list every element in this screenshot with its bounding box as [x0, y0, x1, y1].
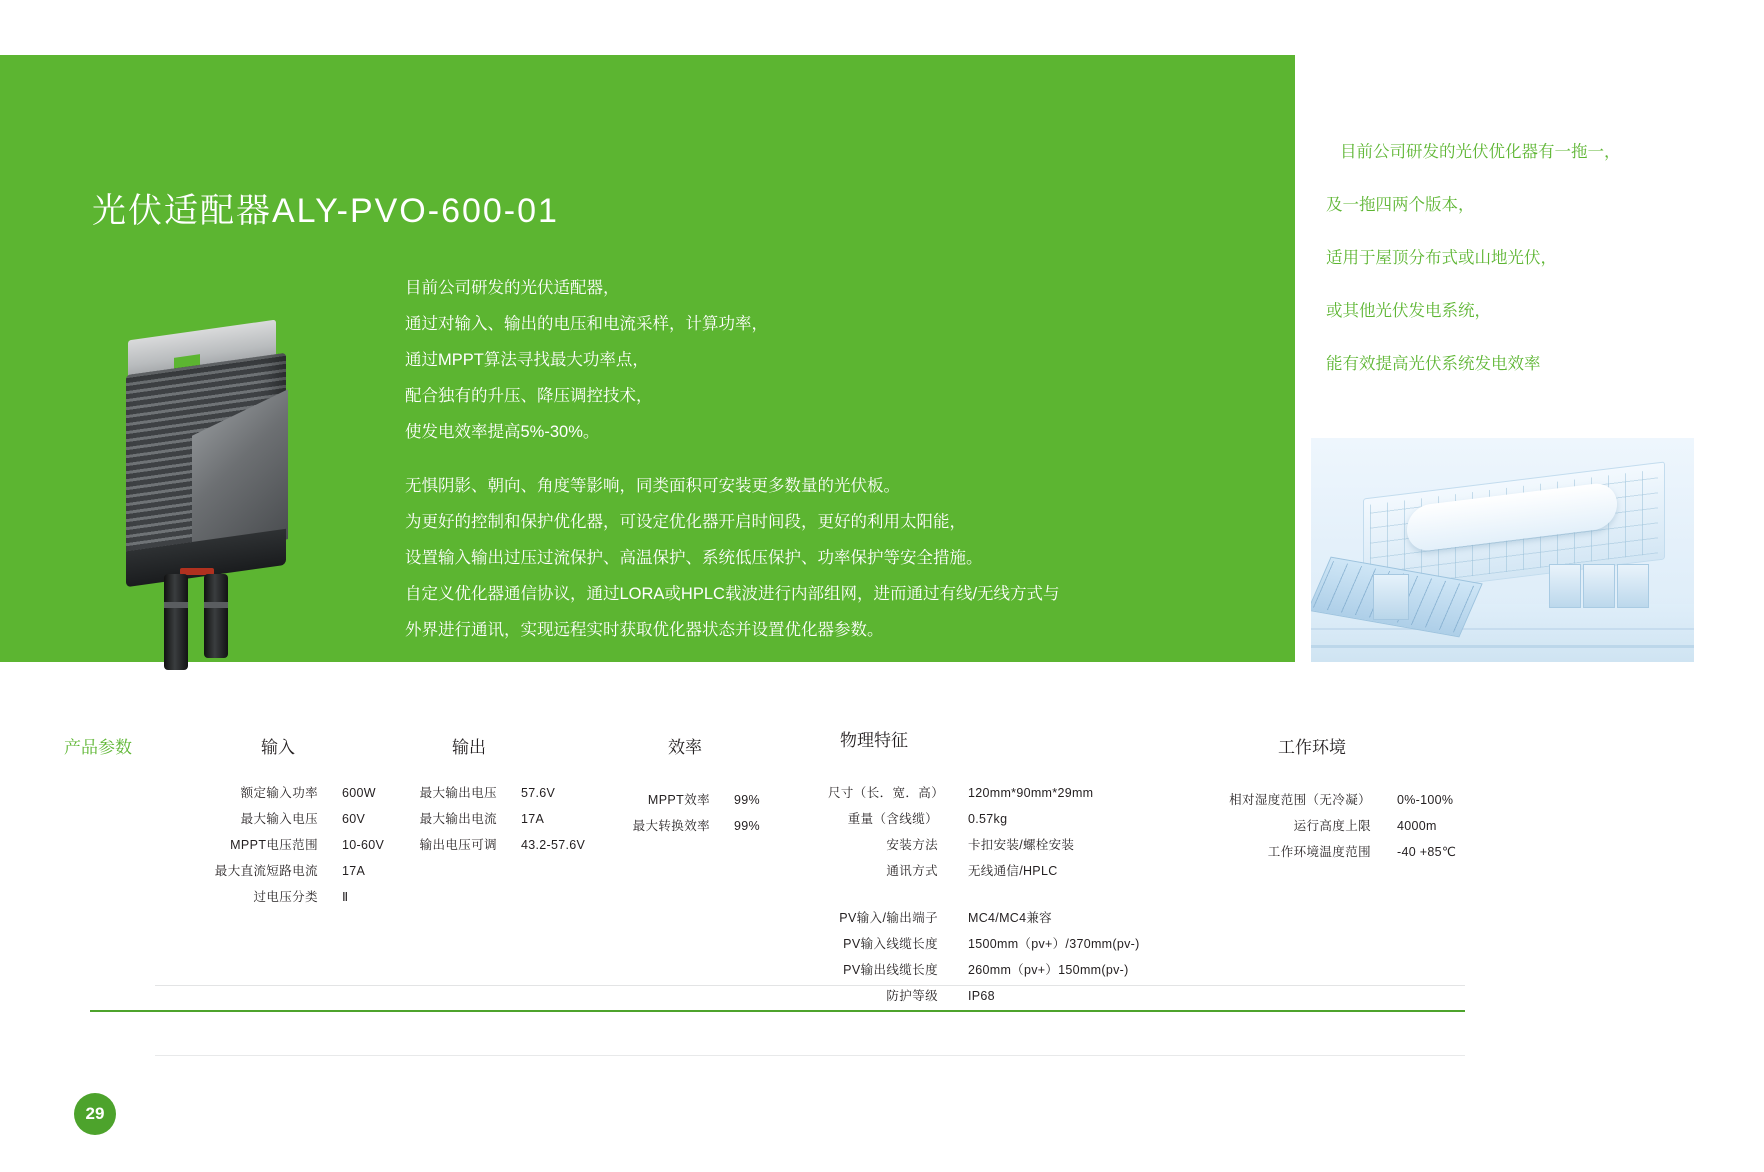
- right-line-1: 目前公司研发的光伏优化器有一拖一，: [1340, 143, 1621, 161]
- spec-value: 10-60V: [342, 838, 385, 852]
- spec-row: [828, 783, 1093, 801]
- spec-label: 过电压分类: [253, 890, 318, 904]
- spec-label: 最大输入电压: [240, 812, 318, 826]
- hero-description: [405, 270, 1205, 648]
- spec-value: 99%: [734, 793, 760, 807]
- spec-group-physical: [828, 783, 1093, 887]
- spec-row: [618, 816, 760, 834]
- spec-value: MC4/MC4兼容: [968, 911, 1052, 925]
- hero-line-4: 配合独有的升压、降压调控技术，: [405, 387, 653, 405]
- spec-label: 额定输入功率: [240, 786, 318, 800]
- spec-row: [188, 809, 384, 827]
- photo-unit-3: [1617, 564, 1649, 608]
- right-line-5: 能有效提高光伏系统发电效率: [1326, 355, 1541, 373]
- spec-group-input: [188, 783, 384, 913]
- spec-value: 120mm*90mm*29mm: [968, 786, 1094, 800]
- page-title: 光伏适配器ALY-PVO-600-01: [92, 192, 559, 230]
- spec-row: [405, 783, 585, 801]
- spec-label: 最大输出电压: [419, 786, 497, 800]
- spec-label: 工作环境温度范围: [1267, 845, 1371, 859]
- application-photo: [1311, 438, 1694, 662]
- spec-label: PV输入线缆长度: [843, 937, 938, 951]
- spec-label: PV输出线缆长度: [843, 963, 938, 977]
- spec-row: [1193, 816, 1456, 834]
- spec-value: 99%: [734, 819, 760, 833]
- spec-group-environment: [1193, 790, 1456, 868]
- spec-label: 输出电压可调: [419, 838, 497, 852]
- spec-value: 17A: [521, 812, 545, 826]
- hero-line-8: 设置输入输出过压过流保护、高温保护、系统低压保护、功率保护等安全措施。: [405, 549, 983, 567]
- spec-group-output: [405, 783, 585, 861]
- spec-value: 43.2-57.6V: [521, 838, 586, 852]
- spec-row: [618, 790, 760, 808]
- spec-heading-output: 输出: [452, 738, 486, 757]
- hero-line-2: 通过对输入、输出的电压和电流采样，计算功率，: [405, 315, 768, 333]
- spec-value: 600W: [342, 786, 376, 800]
- spec-row: [188, 861, 384, 879]
- hero-line-5: 使发电效率提高5%-30%。: [405, 423, 600, 441]
- spec-label: 尺寸（长．宽．高）: [828, 786, 945, 800]
- spec-label: 运行高度上限: [1293, 819, 1371, 833]
- spec-label: 重量（含线缆）: [847, 812, 938, 826]
- spec-row: [828, 835, 1093, 853]
- spec-value: 57.6V: [521, 786, 556, 800]
- spec-heading-physical: 物理特征: [840, 731, 908, 750]
- spec-group-efficiency: [618, 790, 760, 842]
- device-cable-left: [164, 574, 188, 670]
- page-number-badge: 29: [74, 1093, 116, 1135]
- photo-tower: [1373, 574, 1409, 620]
- spec-value: 4000m: [1397, 819, 1437, 833]
- spec-section-title: 产品参数: [64, 738, 132, 757]
- spec-row: [1193, 790, 1456, 808]
- spec-row: [188, 783, 384, 801]
- spec-value: IP68: [968, 989, 995, 1003]
- spec-label: MPPT效率: [647, 793, 710, 807]
- spec-label: MPPT电压范围: [230, 838, 318, 852]
- spec-value: 1500mm（pv+）/370mm(pv-): [968, 937, 1140, 951]
- spec-value: 260mm（pv+）150mm(pv-): [968, 963, 1129, 977]
- spec-row: [1193, 842, 1456, 860]
- spec-label: 最大输出电流: [419, 812, 497, 826]
- right-line-3: 适用于屋顶分布式或山地光伏，: [1326, 249, 1557, 267]
- divider-accent: [90, 1010, 1465, 1012]
- spec-row: [405, 809, 585, 827]
- spec-row: [188, 835, 384, 853]
- divider-top: [155, 985, 1465, 986]
- spec-value: 卡扣安装/螺栓安装: [968, 838, 1075, 852]
- device-cable-right: [204, 574, 228, 658]
- spec-value: 无线通信/HPLC: [968, 864, 1058, 878]
- right-description: [1326, 126, 1726, 391]
- hero-panel: [0, 55, 1295, 662]
- spec-label: 最大直流短路电流: [214, 864, 318, 878]
- spec-row: [405, 835, 585, 853]
- spec-label: 最大转换效率: [632, 819, 710, 833]
- right-line-4: 或其他光伏发电系统，: [1326, 302, 1491, 320]
- spec-row: [828, 986, 1140, 1004]
- spec-row: [828, 934, 1140, 952]
- spec-value: 0.57kg: [968, 812, 1008, 826]
- spec-value: Ⅱ: [342, 890, 349, 904]
- spec-row: [828, 908, 1140, 926]
- spec-label: 相对湿度范围（无冷凝）: [1229, 793, 1371, 807]
- spec-heading-environment: 工作环境: [1278, 738, 1346, 757]
- spec-label: 防护等级: [886, 989, 938, 1003]
- hero-line-1: 目前公司研发的光伏适配器，: [405, 279, 620, 297]
- right-line-2: 及一拖四两个版本，: [1326, 196, 1475, 214]
- spec-row: [828, 809, 1093, 827]
- hero-line-10: 外界进行通讯，实现远程实时获取优化器状态并设置优化器参数。: [405, 621, 884, 639]
- spec-heading-efficiency: 效率: [668, 738, 702, 757]
- spec-label: PV输入/输出端子: [839, 911, 938, 925]
- spec-value: 0%-100%: [1397, 793, 1454, 807]
- spec-value: -40 +85℃: [1397, 845, 1457, 859]
- spec-group-physical-cables: [828, 908, 1140, 1012]
- spec-heading-input: 输入: [261, 738, 295, 757]
- product-illustration: [118, 330, 323, 680]
- spec-label: 通讯方式: [886, 864, 938, 878]
- spec-label: 安装方法: [886, 838, 938, 852]
- hero-line-9: 自定义优化器通信协议，通过LORA或HPLC载波进行内部组网，进而通过有线/无线方式与: [405, 585, 1060, 603]
- spec-row: [828, 960, 1140, 978]
- hero-line-6: 无惧阴影、朝向、角度等影响，同类面积可安装更多数量的光伏板。: [405, 477, 900, 495]
- hero-line-7: 为更好的控制和保护优化器，可设定优化器开启时间段，更好的利用太阳能，: [405, 513, 966, 531]
- spec-value: 17A: [342, 864, 366, 878]
- spec-row: [188, 887, 384, 905]
- spec-value: 60V: [342, 812, 366, 826]
- photo-unit-2: [1583, 564, 1615, 608]
- spec-row: [828, 861, 1093, 879]
- spec-table: [0, 690, 1764, 1020]
- divider-bottom: [155, 1055, 1465, 1056]
- hero-line-3: 通过MPPT算法寻找最大功率点，: [405, 351, 649, 369]
- photo-unit-1: [1549, 564, 1581, 608]
